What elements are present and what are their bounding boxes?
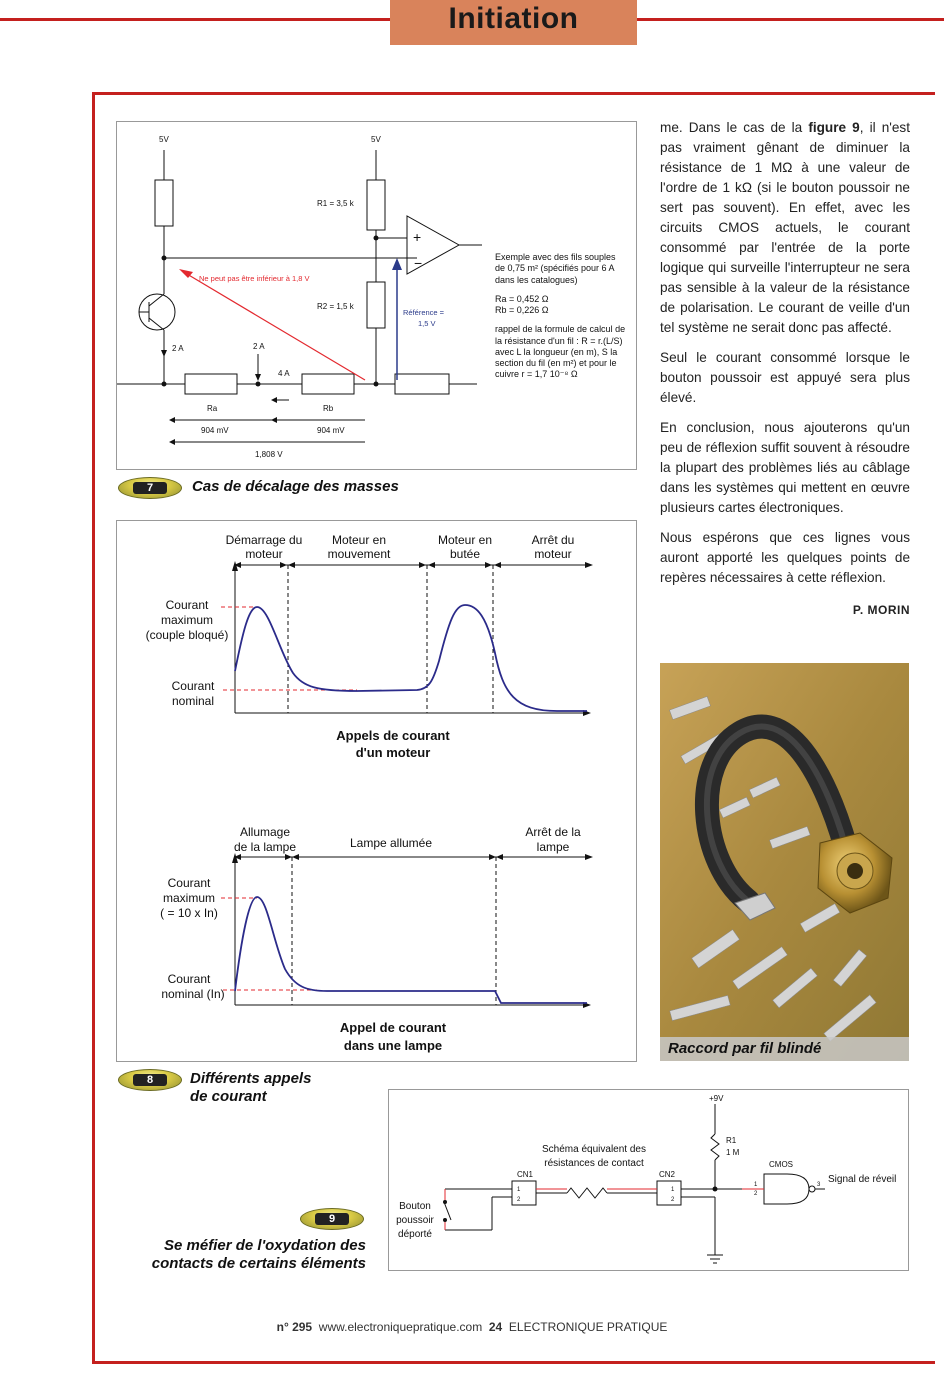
- figure-9-badge: 9: [300, 1208, 364, 1230]
- svg-text:Courant: Courant: [167, 876, 211, 890]
- note-formula-line: rappel de la formule de calcul de: [495, 324, 626, 335]
- website-link[interactable]: www.electroniquepratique.com: [318, 1320, 483, 1334]
- supply-label: +9V: [709, 1094, 724, 1103]
- ra-label: Ra: [207, 404, 218, 413]
- figure-7-badge: 7: [118, 477, 182, 499]
- figure-7-caption: Cas de décalage des masses: [192, 478, 399, 495]
- svg-text:Lampe allumée: Lampe allumée: [349, 836, 433, 850]
- equiv-label: résistances de contact: [544, 1158, 644, 1169]
- svg-text:1: 1: [754, 1182, 758, 1188]
- svg-text:Démarrage du: Démarrage du: [225, 533, 303, 547]
- svg-text:Allumage: Allumage: [239, 825, 291, 839]
- issue-number: n° 295: [276, 1320, 313, 1334]
- svg-text:de la lampe: de la lampe: [233, 840, 297, 854]
- svg-text:Appel de courant: Appel de courant: [339, 1020, 447, 1035]
- svg-text:+: +: [413, 229, 422, 245]
- r1-label: R1: [726, 1136, 737, 1145]
- svg-text:2: 2: [671, 1197, 675, 1203]
- header-rule-right: [637, 18, 944, 21]
- cn1-label: CN1: [517, 1170, 534, 1179]
- svg-text:1: 1: [671, 1187, 675, 1193]
- note-formula-line: la résistance d'un fil : R = r.(L/S): [495, 335, 623, 346]
- section-title: Initiation: [448, 2, 579, 35]
- r2-label: R2 = 1,5 k: [317, 302, 354, 311]
- button-label: poussoir: [396, 1215, 434, 1226]
- v-rb: 904 mV: [317, 426, 345, 435]
- svg-text:Courant: Courant: [171, 679, 215, 693]
- svg-text:Appels de courant: Appels de courant: [336, 728, 450, 743]
- note-value-ra: Ra = 0,452 Ω: [495, 293, 549, 304]
- paragraph: Nous espérons que ces lignes vous auront apporté les quelques points de repères nécessaires à cette réflexion.: [660, 530, 910, 585]
- figure-8-graphs: [117, 521, 636, 1061]
- article-text: [660, 118, 910, 620]
- svg-text:Arrêt du: Arrêt du: [531, 533, 575, 547]
- paragraph: me. Dans le cas de la figure 9, il n'est pas vraiment gênant de diminuer la résistance de 1 MΩ à une valeur de l'ordre de 1 kΩ (si le bouton poussoir ne sert pas souvent). En effet, avec les circuits CMOS actuels, le courant consommé par l'entrée de la porte logique qui surveille l'interrupteur ne sera pas sensible à la valeur de la résistance de polarisation. Le courant de veille d'un tel système ne serait donc pas affecté.: [660, 120, 910, 335]
- svg-text:butée: butée: [449, 547, 481, 561]
- note-example-line: dans les catalogues): [495, 274, 578, 285]
- pcb-photo: [660, 663, 909, 1061]
- r1-label: R1 = 3,5 k: [317, 199, 354, 208]
- note-formula-line: section du fil (en m²) et pour le: [495, 358, 617, 368]
- svg-text:nominal (In): nominal (In): [161, 987, 225, 1001]
- svg-text:1: 1: [517, 1187, 521, 1193]
- svg-text:Courant: Courant: [167, 972, 211, 986]
- button-label: déporté: [398, 1229, 432, 1240]
- svg-text:moteur: moteur: [534, 547, 572, 561]
- figure-8-box: [116, 520, 637, 1062]
- note-formula-line: cuivre r = 1,7 10⁻⁸ Ω: [495, 369, 578, 380]
- warning-label: Ne peut pas être inférieur à 1,8 V: [199, 274, 310, 283]
- current-4a: 4 A: [278, 369, 290, 378]
- author: P. MORIN: [852, 603, 910, 617]
- note-value-rb: Rb = 0,226 Ω: [495, 305, 549, 315]
- svg-text:dans une lampe: dans une lampe: [343, 1038, 443, 1053]
- svg-text:Arrêt de la: Arrêt de la: [525, 825, 581, 839]
- svg-text:mouvement: mouvement: [327, 547, 391, 561]
- v-ra: 904 mV: [201, 426, 229, 435]
- page-number: 24: [488, 1320, 503, 1334]
- current-2a-mid: 2 A: [253, 342, 265, 351]
- svg-text:lampe: lampe: [536, 840, 570, 854]
- svg-text:Moteur en: Moteur en: [437, 533, 493, 547]
- svg-text:( = 10 x In): ( = 10 x In): [160, 906, 218, 920]
- svg-text:moteur: moteur: [245, 547, 283, 561]
- note-example-line: de 0,75 m² (spécifiés pour 6 A: [495, 263, 615, 274]
- paragraph: En conclusion, nous ajouterons qu'un peu de réflexion suffit souvent à résoudre la plupart des problèmes liés au câblage dans les systèmes qui mettent en œuvre plusieurs cartes électroniques.: [660, 420, 910, 515]
- figure-9-caption: Se méfier de l'oxydation des contacts de certains éléments: [151, 1237, 366, 1272]
- cn2-label: CN2: [659, 1170, 676, 1179]
- svg-text:2: 2: [754, 1191, 758, 1197]
- figure-8-badge: 8: [118, 1069, 182, 1091]
- button-label: Bouton: [399, 1201, 431, 1212]
- reference-label: Référence =: [403, 308, 445, 317]
- svg-text:Moteur en: Moteur en: [331, 533, 387, 547]
- equiv-label: Schéma équivalent des: [542, 1144, 646, 1155]
- figure-9-box: [388, 1089, 909, 1271]
- svg-text:maximum: maximum: [160, 613, 214, 627]
- svg-text:(couple bloqué): (couple bloqué): [145, 628, 229, 642]
- svg-text:maximum: maximum: [162, 891, 216, 905]
- note-example-line: Exemple avec des fils souples: [495, 252, 616, 262]
- note-formula-line: avec L la longueur (en m), S la: [495, 346, 618, 357]
- svg-text:−: −: [414, 255, 423, 271]
- page-footer: [0, 1320, 944, 1334]
- supply-left-label: 5V: [159, 135, 169, 144]
- svg-text:Courant: Courant: [165, 598, 209, 612]
- current-2a-left: 2 A: [172, 344, 184, 353]
- figure-7-note: [495, 252, 635, 381]
- svg-text:d'un moteur: d'un moteur: [355, 745, 431, 760]
- cmos-label: CMOS: [769, 1160, 793, 1169]
- magazine-name: ELECTRONIQUE PRATIQUE: [508, 1320, 668, 1334]
- svg-text:3: 3: [817, 1182, 821, 1188]
- photo-caption: Raccord par fil blindé: [660, 1037, 909, 1061]
- header-rule-left: [0, 18, 390, 21]
- svg-text:nominal: nominal: [171, 694, 215, 708]
- rb-label: Rb: [323, 404, 334, 413]
- svg-text:2: 2: [517, 1197, 521, 1203]
- figure-7-box: [116, 121, 637, 470]
- figure-8-caption: Différents appels de courant: [190, 1070, 312, 1105]
- figure-9-schematic: [389, 1090, 908, 1270]
- paragraph: Seul le courant consommé lorsque le bouton poussoir est appuyé sera plus élevé.: [660, 350, 910, 405]
- v-total: 1,808 V: [255, 450, 283, 459]
- supply-right-label: 5V: [371, 135, 381, 144]
- reference-value: 1,5 V: [418, 319, 436, 328]
- signal-label: Signal de réveil: [828, 1174, 897, 1185]
- r1-value: 1 M: [726, 1148, 740, 1157]
